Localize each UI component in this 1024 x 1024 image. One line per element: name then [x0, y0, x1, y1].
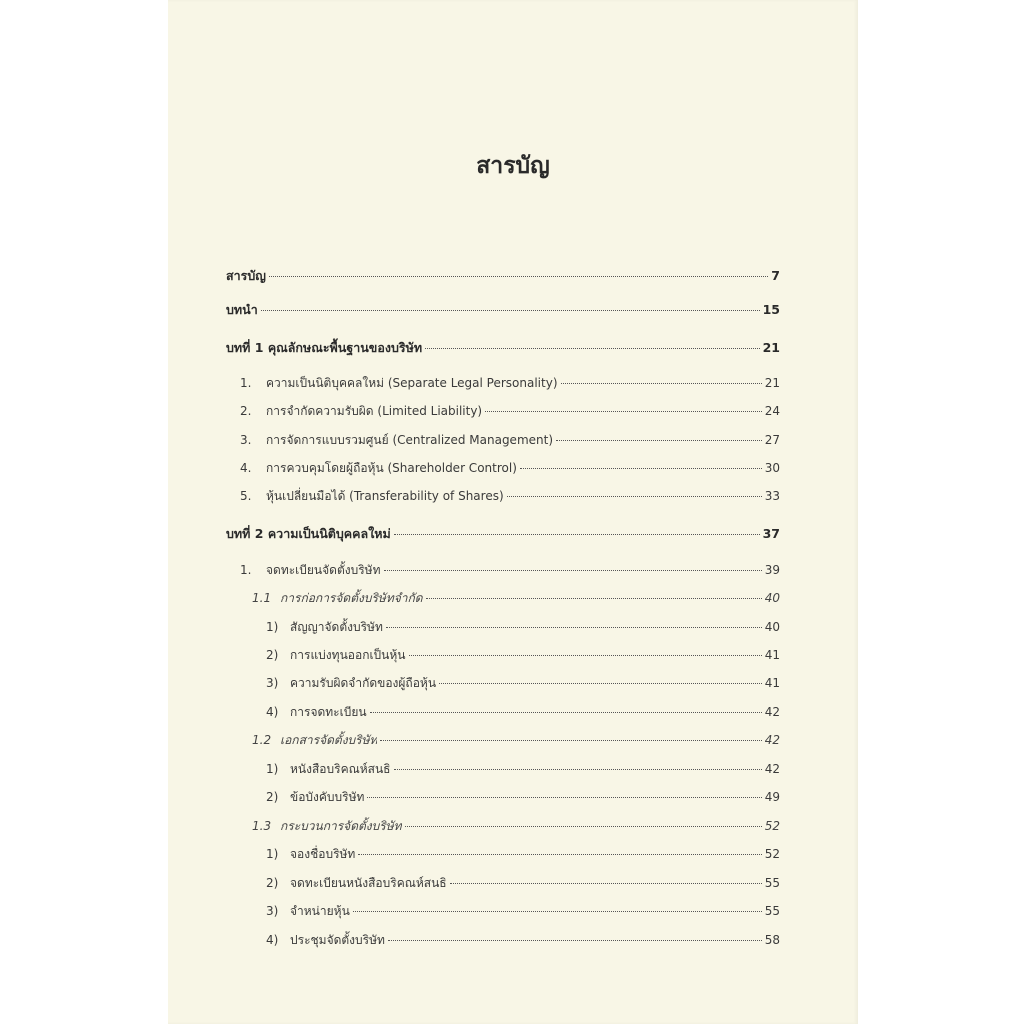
toc-entry-number: 5. — [240, 489, 252, 503]
toc-entry-label: การจัดการแบบรวมศูนย์ (Centralized Management) — [266, 433, 554, 447]
toc-entry[interactable] — [266, 760, 780, 780]
dot-leader — [561, 383, 762, 384]
toc-entry-number: 4) — [266, 933, 279, 947]
dot-leader — [269, 276, 768, 277]
toc-entry[interactable] — [266, 788, 780, 808]
toc-entry[interactable] — [266, 874, 780, 894]
toc-entry-label: ข้อบังคับบริษัท — [290, 790, 365, 804]
dot-leader — [405, 826, 762, 827]
toc-page-number: 52 — [764, 847, 780, 861]
toc-entry[interactable] — [266, 703, 780, 723]
toc-entry[interactable] — [266, 902, 780, 922]
dot-leader — [367, 797, 761, 798]
toc-page-number: 33 — [764, 489, 780, 503]
toc-entry-label: จำหน่ายหุ้น — [290, 904, 350, 918]
toc-entry-label: การแบ่งทุนออกเป็นหุ้น — [290, 648, 406, 662]
toc-page-number: 27 — [764, 433, 780, 447]
toc-entry-label: หนังสือบริคณห์สนธิ — [290, 762, 391, 776]
toc-entry[interactable] — [240, 459, 780, 479]
toc-entry-number: 2) — [266, 876, 279, 890]
toc-entry[interactable] — [266, 646, 780, 666]
toc-page-number: 40 — [764, 591, 780, 605]
toc-entry-number: 3. — [240, 433, 252, 447]
toc-entry-number: 3) — [266, 676, 279, 690]
dot-leader — [261, 310, 760, 311]
toc-page-number: 55 — [764, 876, 780, 890]
toc-entry-number: 2) — [266, 790, 279, 804]
toc-page-number: 15 — [762, 302, 780, 317]
toc-entry-label: เอกสารจัดตั้งบริษัท — [280, 733, 378, 747]
toc-entry[interactable] — [266, 618, 780, 638]
toc-entry-label: จดทะเบียนจัดตั้งบริษัท — [266, 563, 381, 577]
dot-leader — [485, 411, 762, 412]
toc-entry[interactable] — [240, 374, 780, 394]
toc-entry-label: การก่อการจัดตั้งบริษัทจำกัด — [280, 591, 423, 605]
toc-page-number: 21 — [762, 340, 780, 355]
toc-entry-number: 4. — [240, 461, 252, 475]
toc-entry-label: จดทะเบียนหนังสือบริคณห์สนธิ — [290, 876, 447, 890]
toc-entry-label: การจดทะเบียน — [290, 705, 367, 719]
toc-page-number: 55 — [764, 904, 780, 918]
toc-entry[interactable] — [226, 524, 780, 544]
toc-entry-label: สารบัญ — [226, 268, 266, 283]
toc-entry[interactable] — [266, 931, 780, 951]
dot-leader — [426, 598, 762, 599]
dot-leader — [425, 348, 760, 349]
dot-leader — [520, 468, 762, 469]
dot-leader — [386, 627, 762, 628]
toc-entry-label: หุ้นเปลี่ยนมือได้ (Transferability of Shares) — [266, 489, 504, 503]
toc-page-number: 21 — [764, 376, 780, 390]
dot-leader — [409, 655, 762, 656]
toc-entry-number: 4) — [266, 705, 279, 719]
toc-entry-label: บทที่ 1 คุณลักษณะพื้นฐานของบริษัท — [226, 340, 423, 355]
toc-entry-label: ประชุมจัดตั้งบริษัท — [290, 933, 385, 947]
toc-entry-number: 1. — [240, 376, 252, 390]
toc-page-number: 40 — [764, 620, 780, 634]
toc-entry-number: 1) — [266, 620, 279, 634]
toc-entry[interactable] — [226, 266, 780, 286]
toc-page-number: 41 — [764, 676, 780, 690]
dot-leader — [388, 940, 762, 941]
toc-entry-number: 1) — [266, 847, 279, 861]
toc-entry[interactable] — [252, 589, 780, 609]
toc-entry-number: 2) — [266, 648, 279, 662]
toc-page-number: 30 — [764, 461, 780, 475]
toc-page-number: 52 — [764, 819, 780, 833]
toc-entry[interactable] — [240, 561, 780, 581]
toc-entry[interactable] — [266, 674, 780, 694]
toc-entry[interactable] — [240, 402, 780, 422]
dot-leader — [384, 570, 762, 571]
dot-leader — [556, 440, 762, 441]
toc-entry[interactable] — [226, 338, 780, 358]
toc-entry-label: กระบวนการจัดตั้งบริษัท — [280, 819, 402, 833]
toc-entry-label: ความเป็นนิติบุคคลใหม่ (Separate Legal Personality) — [266, 376, 558, 390]
dot-leader — [370, 712, 762, 713]
toc-entry[interactable] — [266, 845, 780, 865]
toc-page-number: 37 — [762, 526, 780, 541]
toc-entry-label: บทนำ — [226, 302, 258, 317]
toc-entry[interactable] — [240, 487, 780, 507]
dot-leader — [394, 769, 762, 770]
page-title: สารบัญ — [476, 153, 550, 179]
toc-page-number: 42 — [764, 733, 780, 747]
toc-page-number: 49 — [764, 790, 780, 804]
toc-entry-label: สัญญาจัดตั้งบริษัท — [290, 620, 383, 634]
toc-page-number: 42 — [764, 705, 780, 719]
toc-entry-label: ความรับผิดจำกัดของผู้ถือหุ้น — [290, 676, 437, 690]
toc-entry-label: บทที่ 2 ความเป็นนิติบุคคลใหม่ — [226, 526, 391, 541]
toc-entry[interactable] — [226, 300, 780, 320]
toc-entry[interactable] — [252, 731, 780, 751]
toc-entry-number: 2. — [240, 404, 252, 418]
dot-leader — [380, 740, 761, 741]
dot-leader — [450, 883, 762, 884]
toc-entry-label: การจำกัดความรับผิด (Limited Liability) — [266, 404, 483, 418]
toc-page-number: 42 — [764, 762, 780, 776]
toc-entry-number: 1. — [240, 563, 252, 577]
toc-entry-label: จองชื่อบริษัท — [290, 847, 356, 861]
dot-leader — [507, 496, 762, 497]
toc-entry-number: 1) — [266, 762, 279, 776]
dot-leader — [439, 683, 762, 684]
toc-entry[interactable] — [240, 431, 780, 451]
dot-leader — [353, 911, 762, 912]
toc-page-number: 7 — [771, 268, 780, 283]
toc-entry-number: 1.2 — [252, 733, 272, 747]
toc-entry-number: 1.1 — [252, 591, 272, 605]
toc-page-number: 41 — [764, 648, 780, 662]
toc-page-number: 24 — [764, 404, 780, 418]
toc-page-number: 58 — [764, 933, 780, 947]
toc-entry[interactable] — [252, 817, 780, 837]
toc-entry-label: การควบคุมโดยผู้ถือหุ้น (Shareholder Control) — [266, 461, 517, 475]
toc-page-number: 39 — [764, 563, 780, 577]
dot-leader — [394, 534, 760, 535]
toc-entry-number: 1.3 — [252, 819, 272, 833]
toc-entry-number: 3) — [266, 904, 279, 918]
dot-leader — [358, 854, 761, 855]
